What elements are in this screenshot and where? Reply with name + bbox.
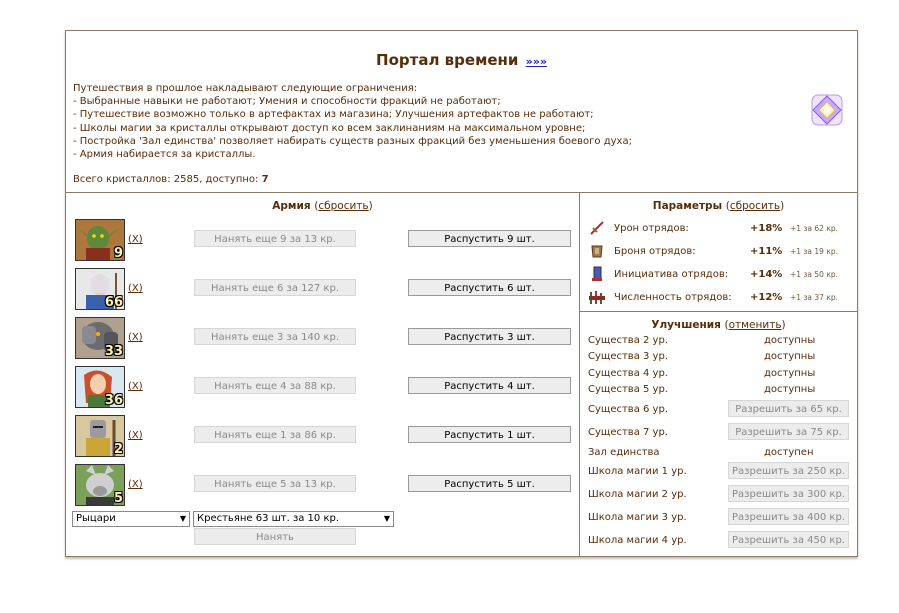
param-row[interactable]: Броня отрядов: +11% +1 за 19 кр.	[588, 242, 853, 262]
upgrade-row: Существа 2 ур. доступны	[588, 335, 816, 346]
upgrade-row: Существа 4 ур. доступны	[588, 368, 816, 379]
hire-more-button[interactable]: Нанять еще 1 за 86 кр.	[194, 426, 356, 443]
upgrade-status: доступен	[764, 447, 814, 458]
sword-icon	[588, 219, 606, 237]
upgrade-row: Школа магии 4 ур.	[588, 535, 687, 546]
parameters-header: Параметры (сбросить)	[652, 200, 785, 212]
army-header: Армия (сбросить)	[272, 200, 373, 212]
creature-select[interactable]: Крестьяне 63 шт. за 10 кр. ▼	[193, 511, 394, 527]
dismiss-button[interactable]: Распустить 6 шт.	[408, 279, 571, 296]
upgrade-row: Существа 6 ур.	[588, 404, 668, 415]
upgrade-status: доступны	[764, 368, 816, 379]
unit-portrait	[75, 415, 125, 457]
upgrade-status: доступны	[764, 351, 816, 362]
upgrade-status: доступны	[764, 384, 816, 395]
unit-count: 5	[113, 491, 123, 506]
remove-unit-link[interactable]: X	[131, 430, 139, 441]
unlock-button[interactable]: Разрешить за 75 кр.	[728, 423, 849, 440]
hire-more-button[interactable]: Нанять еще 4 за 88 кр.	[194, 377, 356, 394]
upgrade-row: Существа 5 ур. доступны	[588, 384, 816, 395]
upgrades-header: Улучшения (отменить)	[651, 319, 786, 331]
parameters-reset-link[interactable]: сбросить	[729, 200, 781, 212]
hire-more-button[interactable]: Нанять еще 3 за 140 кр.	[194, 328, 356, 345]
upgrades-cancel-link[interactable]: отменить	[728, 319, 782, 331]
dismiss-button[interactable]: Распустить 5 шт.	[408, 475, 571, 492]
upgrade-row: Зал единства доступен	[588, 447, 814, 458]
unit-count: 9	[113, 246, 123, 261]
unit-count: 66	[104, 295, 123, 310]
unlock-button[interactable]: Разрешить за 400 кр.	[728, 508, 849, 525]
armor-icon	[588, 242, 606, 260]
unit-portrait	[75, 219, 125, 261]
param-row[interactable]: Инициатива отрядов: +14% +1 за 50 кр.	[588, 265, 853, 285]
dismiss-button[interactable]: Распустить 9 шт.	[408, 230, 571, 247]
chevron-down-icon: ▼	[179, 514, 186, 523]
upgrade-row: Школа магии 2 ур.	[588, 489, 687, 500]
unit-portrait	[75, 464, 125, 506]
army-reset-link[interactable]: сбросить	[318, 200, 369, 212]
remove-unit-link[interactable]: X	[131, 234, 139, 245]
param-row[interactable]: Урон отрядов: +18% +1 за 62 кр.	[588, 219, 853, 239]
initiative-icon	[588, 265, 606, 283]
unit-portrait	[75, 268, 125, 310]
more-link[interactable]: »»»	[525, 55, 547, 68]
upgrade-row: Школа магии 3 ур.	[588, 512, 687, 523]
hire-more-button[interactable]: Нанять еще 9 за 13 кр.	[194, 230, 356, 247]
hire-more-button[interactable]: Нанять еще 5 за 13 кр.	[194, 475, 356, 492]
crystal-icon	[810, 93, 844, 127]
page-title: Портал времени »»»	[376, 51, 547, 69]
param-row[interactable]: Численность отрядов: +12% +1 за 37 кр.	[588, 288, 853, 308]
troops-icon	[588, 288, 606, 306]
upgrade-row: Существа 3 ур. доступны	[588, 351, 816, 362]
remove-unit-link[interactable]: X	[131, 479, 139, 490]
unit-count: 36	[104, 393, 123, 408]
dismiss-button[interactable]: Распустить 1 шт.	[408, 426, 571, 443]
remove-unit-link[interactable]: X	[131, 381, 139, 392]
unit-count: 33	[104, 344, 123, 359]
hire-more-button[interactable]: Нанять еще 6 за 127 кр.	[194, 279, 356, 296]
unit-count: 2	[113, 442, 123, 457]
upgrade-row: Существа 7 ур.	[588, 427, 668, 438]
upgrade-status: доступны	[764, 335, 816, 346]
dismiss-button[interactable]: Распустить 4 шт.	[408, 377, 571, 394]
remove-unit-link[interactable]: X	[131, 283, 139, 294]
portal-header-section	[66, 31, 857, 193]
dismiss-button[interactable]: Распустить 3 шт.	[408, 328, 571, 345]
hire-button[interactable]: Нанять	[194, 528, 356, 545]
parameters-section	[580, 193, 857, 312]
portal-panel	[65, 30, 858, 557]
remove-unit-link[interactable]: X	[131, 332, 139, 343]
unlock-button[interactable]: Разрешить за 450 кр.	[728, 531, 849, 548]
crystal-totals: Всего кристаллов: 2585, доступно: 7	[73, 174, 269, 185]
army-section: Армия (сбросить) 9 66 33 36 2 5 (X) (X) (X) (X) (X) (X) Нанять еще 9 за 13 кр. Нанять еще 6 за 127 кр. Нанять еще 3 за 140 кр. Нанять еще 4 за 88 кр. Нанять еще 1 за 86 кр. Нанять еще 5 за 13 кр. Распустить 9 шт. Распустить 6 шт. Распустить 3 шт. Распустить 4 шт. Распустить 1 шт. Распустить 5 шт. Рыцари ▼ Крестьяне 63 шт. за 10 кр. ▼ Нанять	[66, 193, 580, 556]
unit-portrait	[75, 317, 125, 359]
unit-portrait	[75, 366, 125, 408]
unlock-button[interactable]: Разрешить за 300 кр.	[728, 485, 849, 502]
unlock-button[interactable]: Разрешить за 65 кр.	[728, 400, 849, 417]
upgrade-row: Школа магии 1 ур.	[588, 466, 687, 477]
chevron-down-icon: ▼	[383, 514, 390, 523]
upgrades-section	[580, 312, 857, 556]
crystals-available: 7	[261, 174, 269, 185]
unlock-button[interactable]: Разрешить за 250 кр.	[728, 462, 849, 479]
faction-select[interactable]: Рыцари ▼	[72, 511, 190, 527]
restrictions-text: Путешествия в прошлое накладывают следующие ограничения: - Выбранные навыки не работают; Умения и способности фракций не работают; - Путешествие возможно только в артефактах из магазина; Улучшения артефактов не работают; - Школы магии за кристаллы открывают доступ ко всем заклинаниям на максимальном уровне; - Постройка 'Зал единства' позволяет набирать существ разных фракций без уменьшения боевого духа; - Армия набирается за кристаллы.	[73, 83, 632, 161]
